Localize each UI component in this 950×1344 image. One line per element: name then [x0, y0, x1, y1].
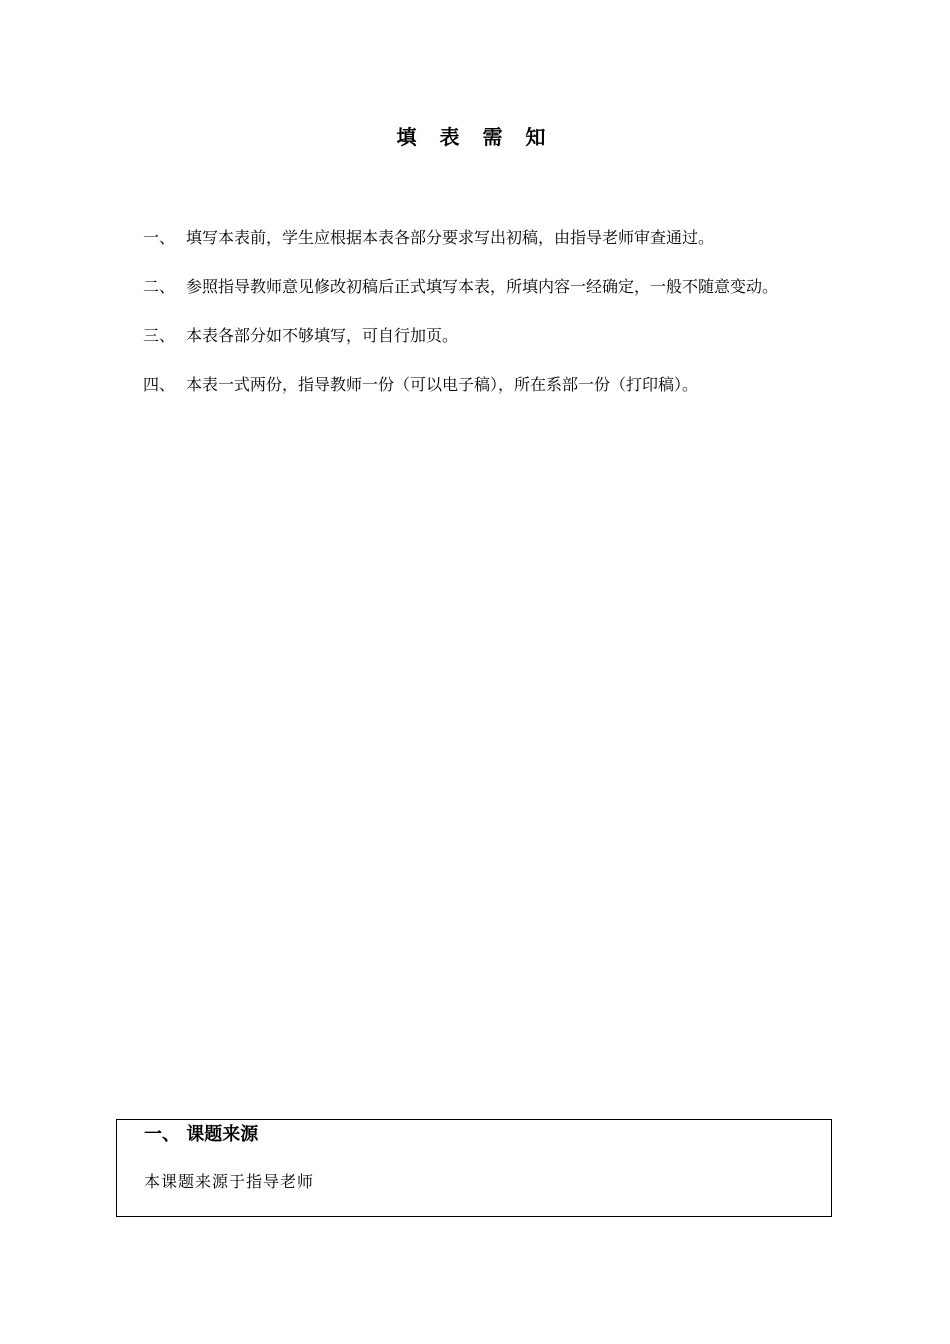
notice-text: 本表各部分如不够填写，可自行加页。	[186, 326, 459, 345]
notice-item	[143, 274, 823, 299]
notice-item	[143, 225, 823, 250]
notice-item	[143, 323, 823, 348]
notice-list	[143, 225, 823, 421]
topic-source-box	[116, 1119, 832, 1217]
topic-source-text: 本课题来源于指导老师	[144, 1172, 315, 1191]
notice-text: 填写本表前，学生应根据本表各部分要求写出初稿，由指导老师审查通过。	[186, 228, 715, 247]
notice-text: 本表一式两份，指导教师一份（可以电子稿），所在系部一份（打印稿）。	[186, 375, 699, 394]
notice-item	[143, 372, 823, 397]
notice-number: 三、	[143, 326, 176, 345]
notice-text: 参照指导教师意见修改初稿后正式填写本表，所填内容一经确定，一般不随意变动。	[186, 277, 779, 296]
notice-number: 四、	[143, 375, 176, 394]
page-title: 填 表 需 知	[396, 125, 554, 149]
notice-number: 二、	[143, 277, 176, 296]
topic-source-heading: 一、 课题来源	[144, 1124, 259, 1145]
notice-number: 一、	[143, 228, 176, 247]
